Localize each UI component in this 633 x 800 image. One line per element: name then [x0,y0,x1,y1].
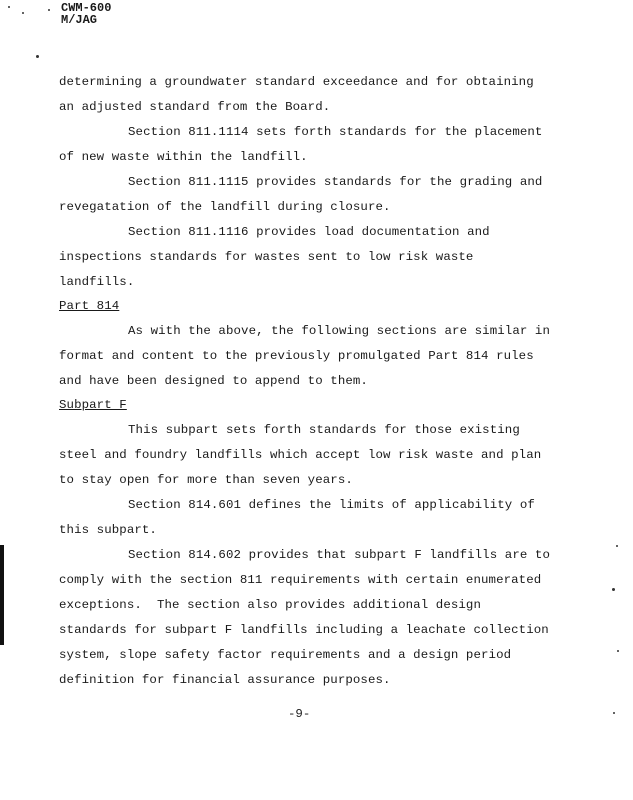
text-line: Section 811.1116 provides load documentation and [128,225,490,239]
scan-speck [613,712,615,714]
text-line: format and content to the previously promulgated Part 814 rules [59,349,534,363]
text-line: revegatation of the landfill during closure. [59,200,391,214]
text-line: of new waste within the landfill. [59,150,308,164]
text-line: landfills. [59,275,135,289]
text-line: exceptions. The section also provides additional design [59,598,481,612]
text-line: Section 814.601 defines the limits of applicability of [128,498,535,512]
text-line: Section 811.1115 provides standards for the grading and [128,175,543,189]
text-line: to stay open for more than seven years. [59,473,353,487]
text-line: comply with the section 811 requirements with certain enumerated [59,573,542,587]
section-heading: Part 814 [59,299,120,313]
scan-speck [8,6,10,8]
document-id: CWM-600 [61,1,112,15]
scan-speck [22,12,24,14]
text-line: This subpart sets forth standards for those existing [128,423,520,437]
text-line: steel and foundry landfills which accept low risk waste and plan [59,448,542,462]
text-line: and have been designed to append to them. [59,374,368,388]
text-line: this subpart. [59,523,157,537]
text-line: inspections standards for wastes sent to low risk waste [59,250,474,264]
text-line: standards for subpart F landfills including a leachate collection [59,623,549,637]
text-line: Section 814.602 provides that subpart F landfills are to [128,548,550,562]
text-line: system, slope safety factor requirements and a design period [59,648,512,662]
page-number: -9- [288,707,311,721]
scan-speck [616,545,618,547]
text-line: determining a groundwater standard exceedance and for obtaining [59,75,534,89]
text-line: As with the above, the following sections are similar in [128,324,550,338]
scan-speck [612,588,615,591]
scan-speck [36,55,39,58]
section-heading: Subpart F [59,398,127,412]
scan-speck [617,650,619,652]
text-line: Section 811.1114 sets forth standards for the placement [128,125,543,139]
text-line: definition for financial assurance purposes. [59,673,391,687]
author-initials: M/JAG [61,13,98,27]
scan-edge [0,545,4,645]
text-line: an adjusted standard from the Board. [59,100,331,114]
scan-speck [48,9,50,11]
document-header [61,2,111,26]
